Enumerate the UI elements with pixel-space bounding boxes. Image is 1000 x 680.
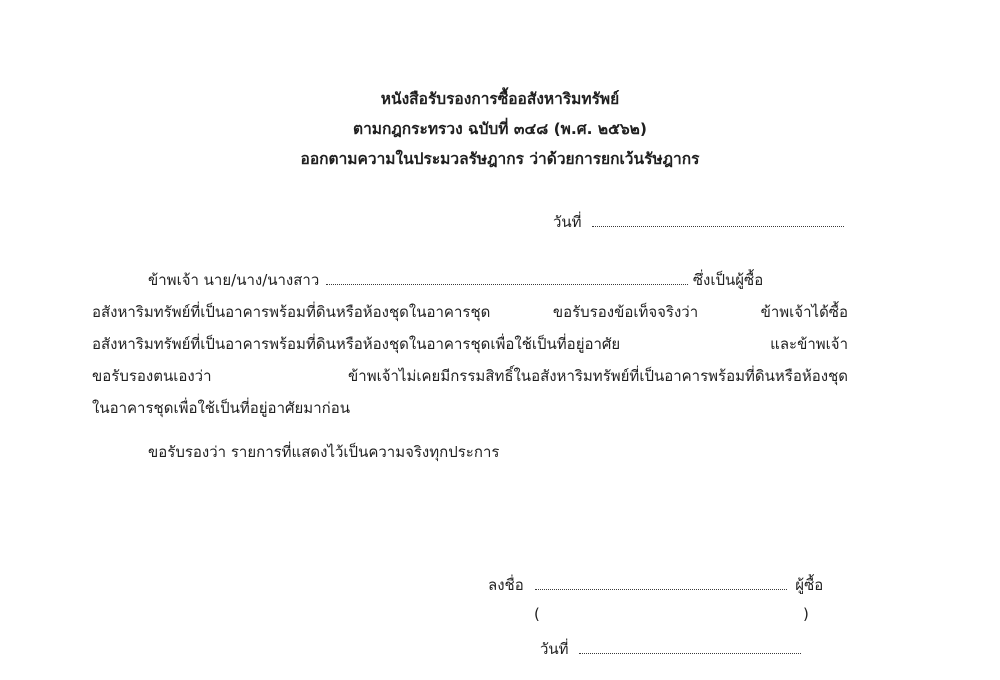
document-title: หนังสือรับรองการซื้ออสังหาริมทรัพย์ (380, 90, 620, 108)
statement-line: ในอาคารชุดเพื่อใช้เป็นที่อยู่อาศัยมาก่อน (92, 399, 350, 417)
date-blank-top[interactable] (592, 211, 844, 227)
certify-text: ขอรับรองว่า รายการที่แสดงไว้เป็นความจริงทุกประการ (148, 443, 500, 461)
date-label: วันที่ (553, 213, 582, 231)
sign-label: ลงชื่อ (488, 576, 524, 594)
buyer-name-blank[interactable] (326, 269, 688, 285)
intro-text: ข้าพเจ้า นาย/นาง/นางสาว (148, 271, 320, 289)
statement-line: ขอรับรองตนเองว่า ข้าพเจ้าไม่เคยมีกรรมสิทธิ์ในอสังหาริมทรัพย์ที่เป็นอาคารพร้อมที่ดินหรือห้องชุด (92, 367, 848, 385)
date-line-bottom (540, 637, 801, 661)
date-blank-bottom[interactable] (579, 638, 801, 654)
buyer-suffix: ซึ่งเป็นผู้ซื้อ (692, 271, 764, 289)
statement-line: อสังหาริมทรัพย์ที่เป็นอาคารพร้อมที่ดินหรือห้องชุดในอาคารชุดเพื่อใช้เป็นที่อยู่อาศัย และข้าพเจ้า (92, 335, 848, 353)
date-line-top (553, 210, 844, 234)
signature-blank[interactable] (535, 574, 787, 590)
ministerial-regulation-ref: ตามกฎกระทรวง ฉบับที่ ๓๔๘ (พ.ศ. ๒๕๖๒) (353, 120, 647, 138)
buyer-role-label: ผู้ซื้อ (795, 576, 824, 594)
statement-line: อสังหาริมทรัพย์ที่เป็นอาคารพร้อมที่ดินหรือห้องชุดในอาคารชุด ขอรับรองข้อเท็จจริงว่า ข้าพเจ้าได้ซื้อ (92, 303, 848, 321)
signature-line (488, 573, 823, 597)
revenue-code-ref: ออกตามความในประมวลรัษฎากร ว่าด้วยการยกเว้นรัษฎากร (300, 150, 700, 168)
buyer-name-line (148, 268, 763, 292)
printed-name-field[interactable] (552, 605, 796, 623)
date-label: วันที่ (540, 640, 569, 658)
name-paren-open: ( (534, 605, 540, 623)
name-paren-close: ) (803, 605, 809, 623)
